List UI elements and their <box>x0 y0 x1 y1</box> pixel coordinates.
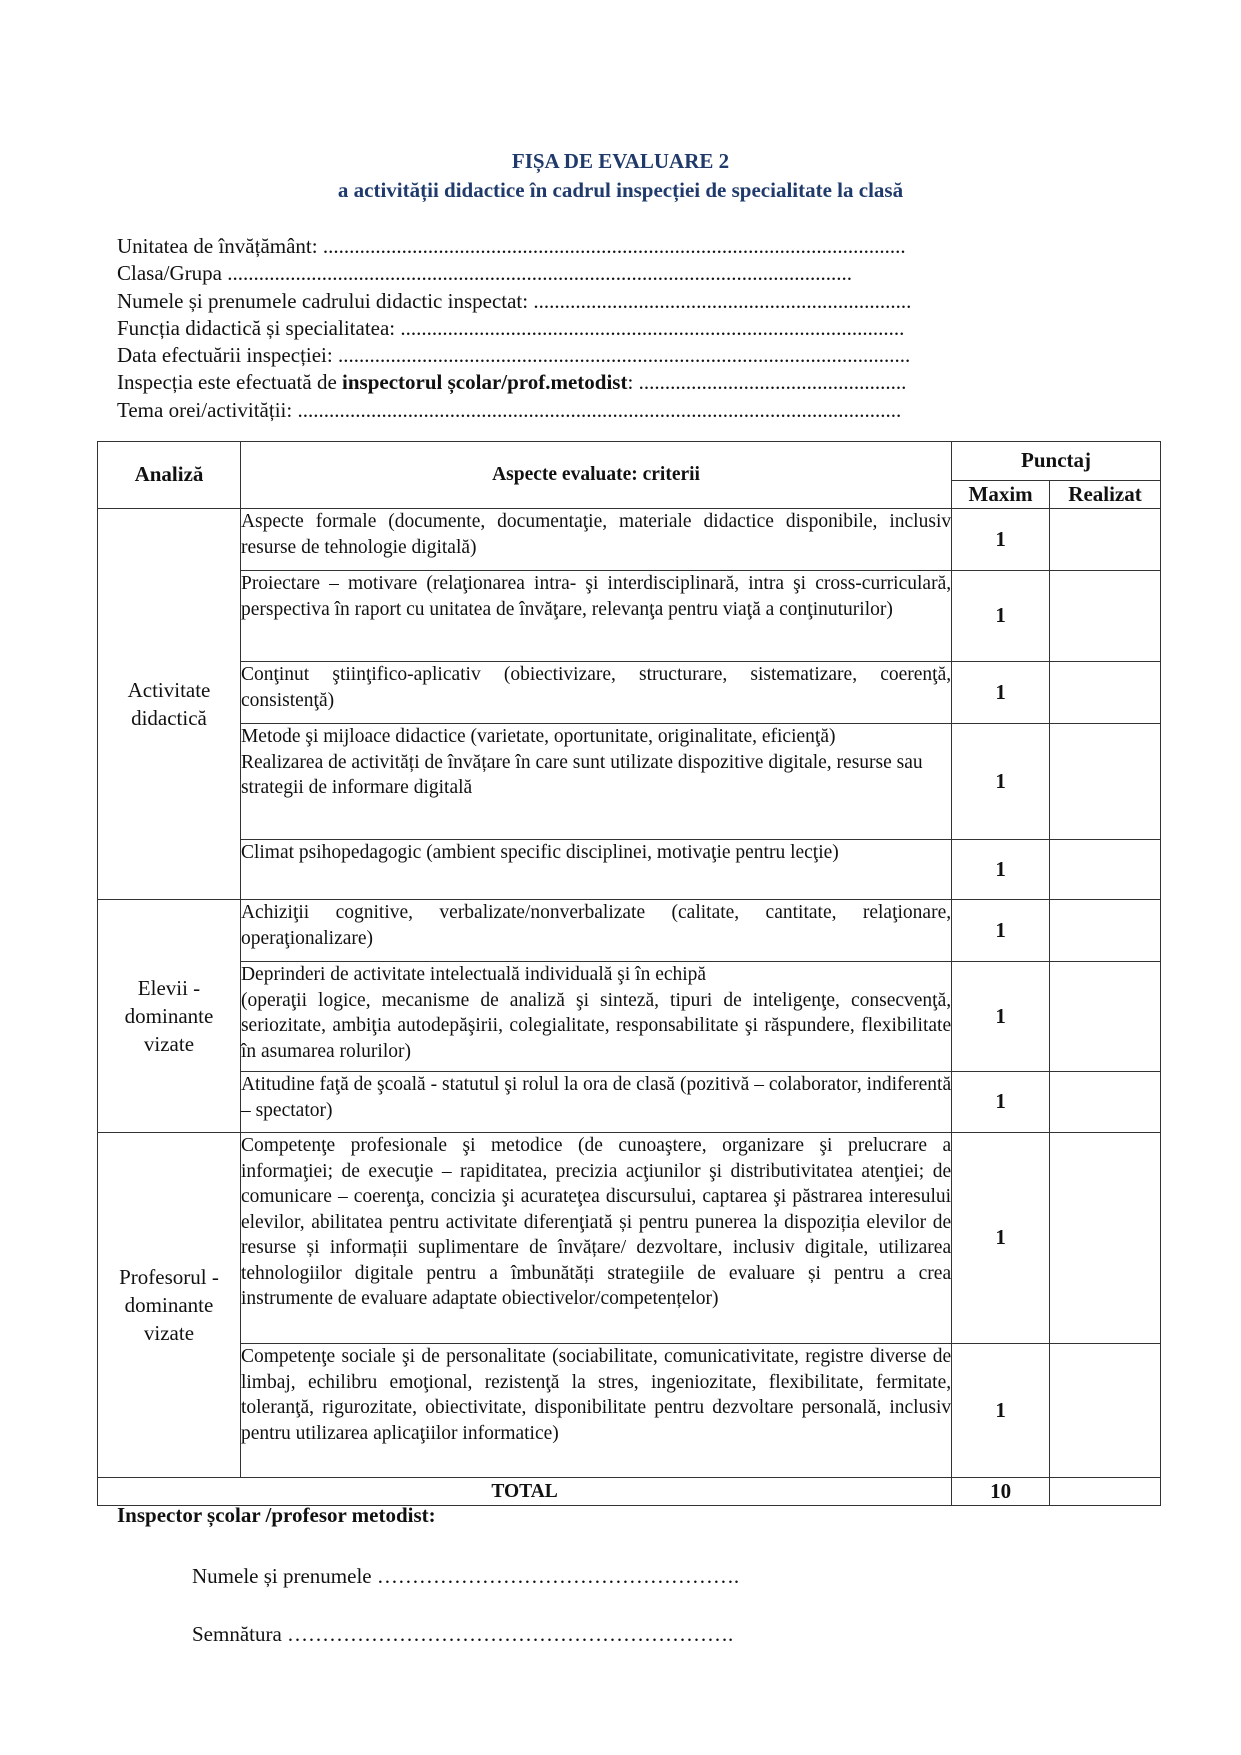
criteriu-cell <box>240 900 951 962</box>
table-row <box>98 900 1161 962</box>
maxim-cell: 1 <box>952 662 1050 724</box>
field-nume-cadru[interactable] <box>117 288 1057 315</box>
header-realizat: Realizat <box>1050 481 1161 509</box>
realizat-cell[interactable] <box>1050 1072 1161 1133</box>
criteriu-cell <box>240 571 951 662</box>
group-profesorul: Profesorul - dominante vizate <box>98 1133 241 1478</box>
field-unitatea[interactable] <box>117 233 1057 260</box>
criteriu-cell <box>240 724 951 840</box>
table-row <box>98 1344 1161 1478</box>
realizat-cell[interactable] <box>1050 900 1161 962</box>
maxim-cell: 1 <box>952 1072 1050 1133</box>
table-row <box>98 662 1161 724</box>
maxim-cell: 1 <box>952 509 1050 571</box>
realizat-cell[interactable] <box>1050 509 1161 571</box>
field-label: Clasa/Grupa <box>117 261 228 286</box>
field-label: Unitatea de învățământ: <box>117 234 323 258</box>
criteriu-cell <box>240 1072 951 1133</box>
table-row <box>98 1072 1161 1133</box>
realizat-cell[interactable] <box>1050 962 1161 1072</box>
field-blank[interactable]: ............................................................................................................. <box>337 343 911 368</box>
header-punctaj: Punctaj <box>952 442 1161 481</box>
field-blank[interactable]: ....................................................................................................................... <box>227 261 852 286</box>
field-clasa[interactable] <box>117 260 1057 287</box>
total-maxim: 10 <box>952 1478 1050 1506</box>
header-criterii: Aspecte evaluate: criterii <box>240 442 951 509</box>
criteriu-cell <box>240 962 951 1072</box>
criteriu-text: Proiectare – motivare (relaţionarea intra- şi interdisciplinară, intra şi cross-curriculară, perspectiva în raport cu unitatea de învăţare, relevanţa pentru viaţă a conţinuturilor) <box>240 573 952 620</box>
table-row <box>98 840 1161 900</box>
field-label: Data efectuării inspecției: <box>117 343 338 368</box>
criteriu-text: Deprinderi de activitate intelectuală individuală şi în echipă <box>240 964 707 985</box>
field-label: Funcția didactică și specialitatea: <box>117 315 401 340</box>
realizat-cell[interactable] <box>1050 662 1161 724</box>
criteriu-text: (operaţii logice, mecanisme de analiză şi sinteză, tipuri de inteligenţe, consecvenţă, seriozitate, ambiţia autodepăşirii, colegialitate, responsabilitate şi răspundere, flexibilitate în asumarea rolurilor) <box>240 989 952 1062</box>
title-line-1: FIȘA DE EVALUARE 2 <box>511 149 730 173</box>
criteriu-cell <box>240 840 951 900</box>
header-analiza: Analiză <box>98 442 241 509</box>
maxim-cell: 1 <box>952 1133 1050 1344</box>
group-elevii: Elevii - dominante vizate <box>98 900 241 1133</box>
criteriu-text: Aspecte formale (documente, documentaţie, materiale didactice disponibile, inclusiv resurse de tehnologie digitală) <box>240 511 952 558</box>
criteriu-text: Climat psihopedagogic (ambient specific disciplinei, motivaţie pentru lecţie) <box>240 842 839 863</box>
table-row <box>98 1133 1161 1344</box>
criteriu-text: Atitudine faţă de şcoală - statutul şi rolul la ora de clasă (pozitivă – colaborator, indiferentă – spectator) <box>240 1074 952 1121</box>
criteriu-cell <box>240 1344 951 1478</box>
realizat-cell[interactable] <box>1050 724 1161 840</box>
maxim-cell: 1 <box>952 840 1050 900</box>
table-row <box>98 962 1161 1072</box>
criteriu-text: Metode şi mijloace didactice (varietate, oportunitate, originalitate, eficienţă) <box>240 726 836 747</box>
evaluation-table <box>97 441 1161 1506</box>
field-label: : <box>627 370 639 395</box>
maxim-cell: 1 <box>952 962 1050 1072</box>
criteriu-text: Competenţe sociale şi de personalitate (sociabilitate, comunicativitate, registre diverse de limbaj, echilibru emoţional, rezistenţă la stres, ingeniozitate, flexibilitate, fermitate, toleranţă, rigurozitate, obiectivitate, disponibilitate pentru dezvoltare personală, inclusiv pentru utilizarea aplicaţiilor informatice) <box>240 1346 952 1444</box>
table-row <box>98 724 1161 840</box>
field-tema[interactable] <box>117 397 1057 424</box>
field-blank[interactable]: ................................................................................................................... <box>297 397 902 422</box>
criteriu-text: Achiziţii cognitive, verbalizate/nonverbalizate (calitate, cantitate, relaţionare, operaţionalizare) <box>240 902 952 949</box>
realizat-cell[interactable] <box>1050 571 1161 662</box>
signoff-name-line[interactable]: Numele și prenumele ……………………………………………. <box>192 1564 740 1588</box>
total-realizat[interactable] <box>1050 1478 1161 1506</box>
field-inspectie-efectuata[interactable] <box>117 369 1057 396</box>
realizat-cell[interactable] <box>1050 840 1161 900</box>
field-blank[interactable]: ........................................................................ <box>533 288 912 313</box>
document-title <box>0 147 1241 205</box>
maxim-cell: 1 <box>952 900 1050 962</box>
group-activitate-didactica: Activitate didactică <box>98 509 241 900</box>
signoff-signature-line[interactable]: Semnătura ………………………………………………………. <box>192 1622 734 1646</box>
field-blank[interactable]: ............................................................................................................... <box>322 234 906 258</box>
realizat-cell[interactable] <box>1050 1344 1161 1478</box>
field-label: Tema orei/activității: <box>117 397 298 422</box>
criteriu-cell <box>240 509 951 571</box>
field-blank[interactable]: ................................................... <box>638 370 907 395</box>
criteriu-text: Conţinut ştiinţifico-aplicativ (obiectivizare, structurare, sistematizare, coerenţă, consistenţă) <box>240 664 952 711</box>
realizat-cell[interactable] <box>1050 1133 1161 1344</box>
table-row <box>98 571 1161 662</box>
field-label: Inspecția este efectuată de <box>117 370 343 395</box>
title-line-2: a activității didactice în cadrul inspecției de specialitate la clasă <box>337 178 904 202</box>
field-data[interactable] <box>117 342 1057 369</box>
criteriu-cell <box>240 1133 951 1344</box>
signoff-heading: Inspector școlar /profesor metodist: <box>117 1503 436 1527</box>
maxim-cell: 1 <box>952 1344 1050 1478</box>
field-blank[interactable]: ................................................................................................ <box>400 315 905 340</box>
criteriu-text: Competenţe profesionale şi metodice (de cunoaştere, organizare şi prelucrare a informaţiei; de execuţie – rapiditatea, precizia acţiunilor şi distributivitatea atenţiei; de comunicare – coerenţa, concizia şi acurateţea discursului, captarea şi păstrarea interesului elevilor, abilitatea pentru activitate diferenţiată și pentru punerea la dispoziția elevilor de resurse și informații suplimentare de învățare/ dezvoltare, inclusiv digitale, utilizarea tehnologiilor digitale pentru a îmbunătăți strategiile de evaluare și pentru a crea instrumente de evaluare adaptate obiectivelor/competențelor) <box>240 1135 952 1309</box>
header-fields <box>117 233 1057 424</box>
criteriu-text: Realizarea de activități de învățare în care sunt utilizate dispozitive digitale, resurse sau strategii de informare digitală <box>240 751 923 798</box>
header-maxim: Maxim <box>952 481 1050 509</box>
field-label-bold: inspectorul școlar/prof.metodist <box>342 370 628 395</box>
maxim-cell: 1 <box>952 571 1050 662</box>
table-row <box>98 509 1161 571</box>
total-label: TOTAL <box>98 1478 952 1506</box>
maxim-cell: 1 <box>952 724 1050 840</box>
total-row <box>98 1478 1161 1506</box>
field-label: Numele și prenumele cadrului didactic inspectat: <box>117 288 534 313</box>
criteriu-cell <box>240 662 951 724</box>
field-functia[interactable] <box>117 315 1057 342</box>
